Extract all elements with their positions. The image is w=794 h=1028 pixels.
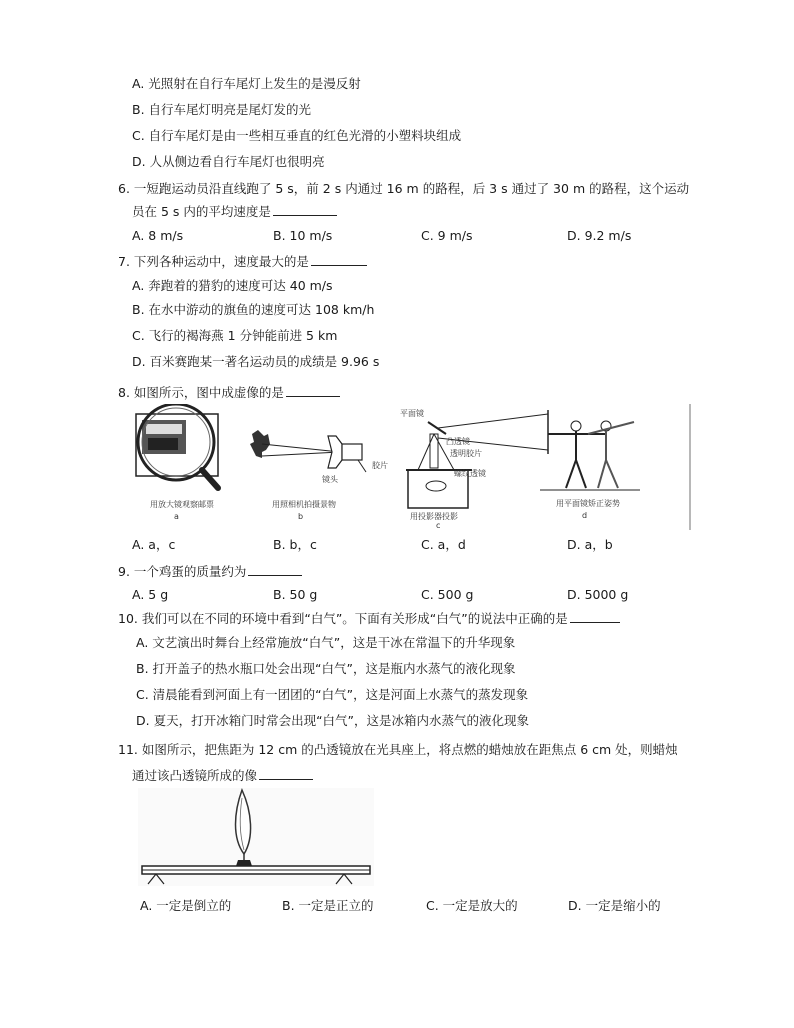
answer-blank bbox=[286, 384, 340, 397]
figure-b-lens-label: 镜头 bbox=[322, 475, 338, 484]
q11-stem-line1: 11. 如图所示，把焦距为 12 cm 的凸透镜放在光具座上，将点燃的蜡烛放在距焦点 6 cm 处，则蜡烛 bbox=[118, 742, 678, 757]
q11-option-c: C. 一定是放大的 bbox=[426, 898, 518, 913]
q11-option-d: D. 一定是缩小的 bbox=[568, 898, 661, 913]
q8-option-d: D. a，b bbox=[567, 537, 613, 552]
figure-b-caption: 用照相机拍摄景物 bbox=[272, 500, 336, 509]
figure-d-letter: d bbox=[582, 511, 588, 520]
q6-option-a: A. 8 m/s bbox=[132, 228, 184, 243]
figure-c-letter: c bbox=[436, 521, 441, 530]
q6-stem-line1: 6. 一短跑运动员沿直线跑了 5 s，前 2 s 内通过 16 m 的路程，后 3 s 通过了 30 m 的路程，这个运动 bbox=[118, 181, 690, 196]
answer-blank bbox=[570, 610, 620, 623]
q8-optics-figure bbox=[128, 404, 694, 530]
answer-blank bbox=[273, 203, 337, 216]
q6-option-c: C. 9 m/s bbox=[421, 228, 473, 243]
q5-option-b: B. 自行车尾灯明亮是尾灯发的光 bbox=[132, 102, 312, 117]
q7-option-a: A. 奔跑着的猎豹的速度可达 40 m/s bbox=[132, 278, 333, 293]
q7-option-b: B. 在水中游动的旗鱼的速度可达 108 km/h bbox=[132, 302, 375, 317]
q11-option-a: A. 一定是倒立的 bbox=[140, 898, 232, 913]
figure-c-caption: 用投影器投影 bbox=[410, 512, 458, 521]
q5-option-c: C. 自行车尾灯是由一些相互垂直的红色光滑的小塑料块组成 bbox=[132, 128, 462, 143]
q8-option-c: C. a，d bbox=[421, 537, 466, 552]
q7-option-d: D. 百米赛跑某一著名运动员的成绩是 9.96 s bbox=[132, 354, 380, 369]
q10-option-d: D. 夏天，打开冰箱门时常会出现“白气”，这是冰箱内水蒸气的液化现象 bbox=[136, 713, 530, 728]
q8-stem: 8. 如图所示，图中成虚像的是 bbox=[118, 384, 340, 402]
q11-candle-bench-figure bbox=[138, 788, 378, 888]
q8-option-a: A. a，c bbox=[132, 537, 176, 552]
q9-option-d: D. 5000 g bbox=[567, 587, 629, 602]
q6-stem-line2: 员在 5 s 内的平均速度是 bbox=[132, 203, 337, 221]
q10-option-c: C. 清晨能看到河面上有一团团的“白气”，这是河面上水蒸气的蒸发现象 bbox=[136, 687, 529, 702]
q7-option-c: C. 飞行的褐海燕 1 分钟能前进 5 km bbox=[132, 328, 338, 343]
candle-holder bbox=[236, 860, 252, 866]
q10-option-b: B. 打开盖子的热水瓶口处会出现“白气”，这是瓶内水蒸气的液化现象 bbox=[136, 661, 516, 676]
figure-d-caption: 用平面镜矫正姿势 bbox=[556, 499, 620, 508]
figure-a-caption: 用放大镜观察邮票 bbox=[150, 500, 214, 509]
q9-option-a: A. 5 g bbox=[132, 587, 169, 602]
figure-c-projector bbox=[400, 408, 548, 530]
answer-blank bbox=[311, 253, 367, 266]
q8-option-b: B. b，c bbox=[273, 537, 317, 552]
q9-option-c: C. 500 g bbox=[421, 587, 474, 602]
figure-c-slide-label: 透明胶片 bbox=[450, 449, 482, 458]
q11-stem-line2: 通过该凸透镜所成的像 bbox=[132, 767, 313, 785]
q9-option-b: B. 50 g bbox=[273, 587, 318, 602]
q5-option-a: A. 光照射在自行车尾灯上发生的是漫反射 bbox=[132, 76, 361, 91]
figure-c-fresnel-label: 螺纹透镜 bbox=[454, 469, 486, 478]
q5-option-d: D. 人从侧边看自行车尾灯也很明亮 bbox=[132, 154, 325, 169]
figure-a-letter: a bbox=[174, 512, 179, 521]
q10-stem: 10. 我们可以在不同的环境中看到“白气”。下面有关形成“白气”的说法中正确的是 bbox=[118, 610, 620, 628]
q7-stem: 7. 下列各种运动中，速度最大的是 bbox=[118, 253, 367, 271]
q6-option-b: B. 10 m/s bbox=[273, 228, 333, 243]
figure-b-film-label: 胶片 bbox=[372, 461, 388, 470]
answer-blank bbox=[259, 767, 313, 780]
figure-b-camera bbox=[250, 430, 388, 521]
figure-b-letter: b bbox=[298, 512, 304, 521]
figure-a-magnifier bbox=[136, 404, 218, 521]
figure-d-mirror bbox=[540, 421, 640, 520]
answer-blank bbox=[248, 563, 302, 576]
q10-option-a: A. 文艺演出时舞台上经常施放“白气”，这是干冰在常温下的升华现象 bbox=[136, 635, 516, 650]
figure-c-lens-label: 凸透镜 bbox=[446, 437, 470, 446]
q9-stem: 9. 一个鸡蛋的质量约为 bbox=[118, 563, 302, 581]
q6-option-d: D. 9.2 m/s bbox=[567, 228, 632, 243]
figure-c-mirror-label: 平面镜 bbox=[400, 409, 424, 418]
q11-option-b: B. 一定是正立的 bbox=[282, 898, 374, 913]
